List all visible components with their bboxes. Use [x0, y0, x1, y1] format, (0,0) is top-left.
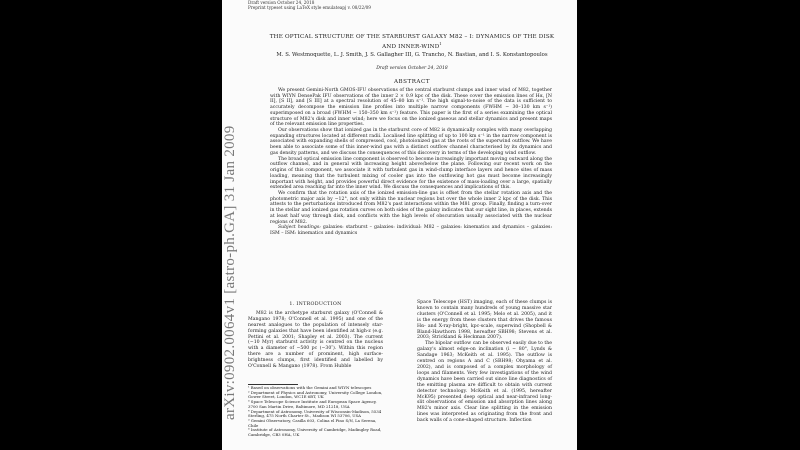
draft-line: Draft version October 24, 2018	[248, 0, 315, 5]
footnote: ⁴ Department of Astronomy, University of Wisconsin-Madison, 5534 Sterling, 475 North Charter St., Madison WI 53706, USA	[248, 408, 382, 419]
draft-version: Draft version October 24, 2018	[376, 66, 448, 71]
abstract-paragraph: We present Gemini-North GMOS-IFU observations of the central starburst clumps and inner wind of M82, together with WIYN DensePak IFU observations of the inner 2 × 0.9 kpc of the disk. These cover the emission lines of Hα, [N II], [S II], and [S III] at a spectral resolution of 45–80 km s⁻¹. The high signal-to-noise of the data is sufficient to accurately decompose the emission line profiles into multiple narrow components (FWHM ∼ 30–130 km s⁻¹) superimposed on a broad (FWHM ∼ 150–350 km s⁻¹) feature. This paper is the first of a series examining the optical structure of M82's disk and inner wind; here we focus on the ionized gaseous and stellar dynamics and present maps of the relevant emission line properties.	[270, 88, 552, 128]
left-column	[248, 300, 383, 370]
intro-paragraph: M82 is the archetype starburst galaxy (O'Connell & Mangano 1978; O'Connell et al. 1995) and one of the nearest analogues to the population of intensely star-forming galaxies that have been identified at high-z (e.g. Pettini et al. 2001; Shapley et al. 2003). The current (∼10 Myr) starburst activity is centred on the nucleus with a diameter of ∼500 pc (∼30″). Within this region there are a number of prominent, high surface-brightness clumps, first identified and labelled by O'Connell & Mangano (1978). From Hubble	[248, 310, 383, 370]
preprint-line: Preprint typeset using LaTeX style emulateapj v. 08/22/09	[248, 5, 371, 10]
footnote: ⁵ Gemini Observatory, Casilla 603, Colina el Pino S/N, La Serena, Chile	[248, 417, 377, 428]
footnote: ² Department of Physics and Astronomy, University College London, Gower Street, London, WC1E 6BT, UK	[248, 389, 383, 400]
abstract-paragraph: Our observations show that ionized gas in the starburst core of M82 is dynamically complex with many overlapping expanding structures located at different radii. Localised line splitting of up to 100 km s⁻¹ in the narrow component is associated with expanding shells of compressed, cool, photoionized gas at the roots of the superwind outflow. We have been able to associate some of this inner-wind gas with a distinct outflow channel characterised by its dynamics and gas density patterns, and we discuss the consequences of this discovery in terms of the developing wind outflow.	[270, 128, 552, 156]
intro-paragraph: The bipolar outflow can be observed easily due to the galaxy's almost edge-on inclination (i ∼ 80°, Lynds & Sandage 1963; McKeith et al. 1995). The outflow is centred on regions A and C (SBH98; Ohyama et al. 2002), and is composed of a complex morphology of loops and filaments. Very few investigations of the wind dynamics have been carried out since line diagnostics of the emitting plasma are difficult to obtain with current detector technology. McKeith et al. (1995, hereafter McK95) presented deep optical and near-infrared long-slit observations of emission and absorption lines along M82's minor axis. Clear line splitting in the emission lines was interpreted as originating from the front and back walls of a cone-shaped structure. Inflection	[417, 341, 552, 424]
paper-page	[222, 0, 577, 450]
subject-headings	[270, 225, 552, 236]
abstract-paragraph: We confirm that the rotation axis of the ionized emission-line gas is offset from the stellar rotation axis and the photometric major axis by ∼12°, not only within the nuclear regions but over the whole inner 2 kpc of the disk. This attests to the perturbations introduced from M82's past interactions within the M81 group. Finally, finding a turn-over in the stellar and ionized gas rotation curves on both sides of the galaxy indicates that our sight line, in places, extends at least half way through disk, and conflicts with the high levels of obscuration usually associated with the nuclear regions of M82.	[270, 190, 552, 225]
subject-headings-text: galaxies: starburst – galaxies: individual: M82 – galaxies: kinematics and dynamics – galaxies: ISM – ISM: kinematics and dynamics	[270, 225, 553, 236]
author-list: M. S. Westmoquette, L. J. Smith, J. S. Gallagher III, G. Trancho, N. Bastian, and I. S. Konstantopoulos	[276, 52, 548, 58]
header-meta	[248, 0, 371, 10]
paper-title-text: THE OPTICAL STRUCTURE OF THE STARBURST GALAXY M82 – I: DYNAMICS OF THE DISK AND INNER-WIND	[269, 34, 555, 50]
footnote: ¹ Based on observations with the Gemini and WIYN telescopes	[248, 385, 372, 390]
footnote: ³ Space Telescope Science Institute and European Space Agency, 3700 San Martin Drive, Baltimore, MD 21218, USA	[248, 399, 377, 409]
right-column	[417, 300, 552, 424]
title-footnote-mark: 1	[439, 42, 442, 46]
abstract-heading: ABSTRACT	[394, 79, 430, 85]
footnote: ⁶ Institute of Astronomy, University of Cambridge, Madingley Road, Cambridge, CB3 0HA, UK	[248, 427, 382, 438]
abstract-body	[270, 88, 552, 237]
arxiv-identifier-stamp: arXiv:0902.0064v1 [astro-ph.GA] 31 Jan 2009	[222, 125, 238, 420]
subject-headings-label: Subject headings:	[278, 225, 321, 231]
abstract-paragraph: The broad optical emission line component is observed to become increasingly important moving outward along the outflow channel, and in general with increasing height above/below the plane. Following our recent work on the origins of this component, we associate it with turbulent gas in wind-clump interface layers and hence sites of mass loading, meaning that the turbulent mixing of cooler gas into the outflowing hot gas must become increasingly important with height, and provides powerful direct evidence for the existence of mass-loading over a large, spatially extended area reaching far into the inner wind. We discuss the consequences and implications of this.	[270, 156, 552, 191]
footnotes	[248, 386, 383, 438]
intro-heading: 1. INTRODUCTION	[289, 302, 342, 307]
intro-paragraph: Space Telescope (HST) imaging, each of these clumps is known to contain many hundreds of young massive star clusters (O'Connell et al. 1995; Melo et al. 2005), and it is the energy from these clusters that drives the famous Hα- and X-ray-bright, kpc-scale, superwind (Shopbell & Bland-Hawthorn 1998, hereafter SBH98; Stevens et al. 2003; Strickland & Heckman 2007).	[417, 300, 552, 341]
paper-title	[262, 34, 562, 51]
